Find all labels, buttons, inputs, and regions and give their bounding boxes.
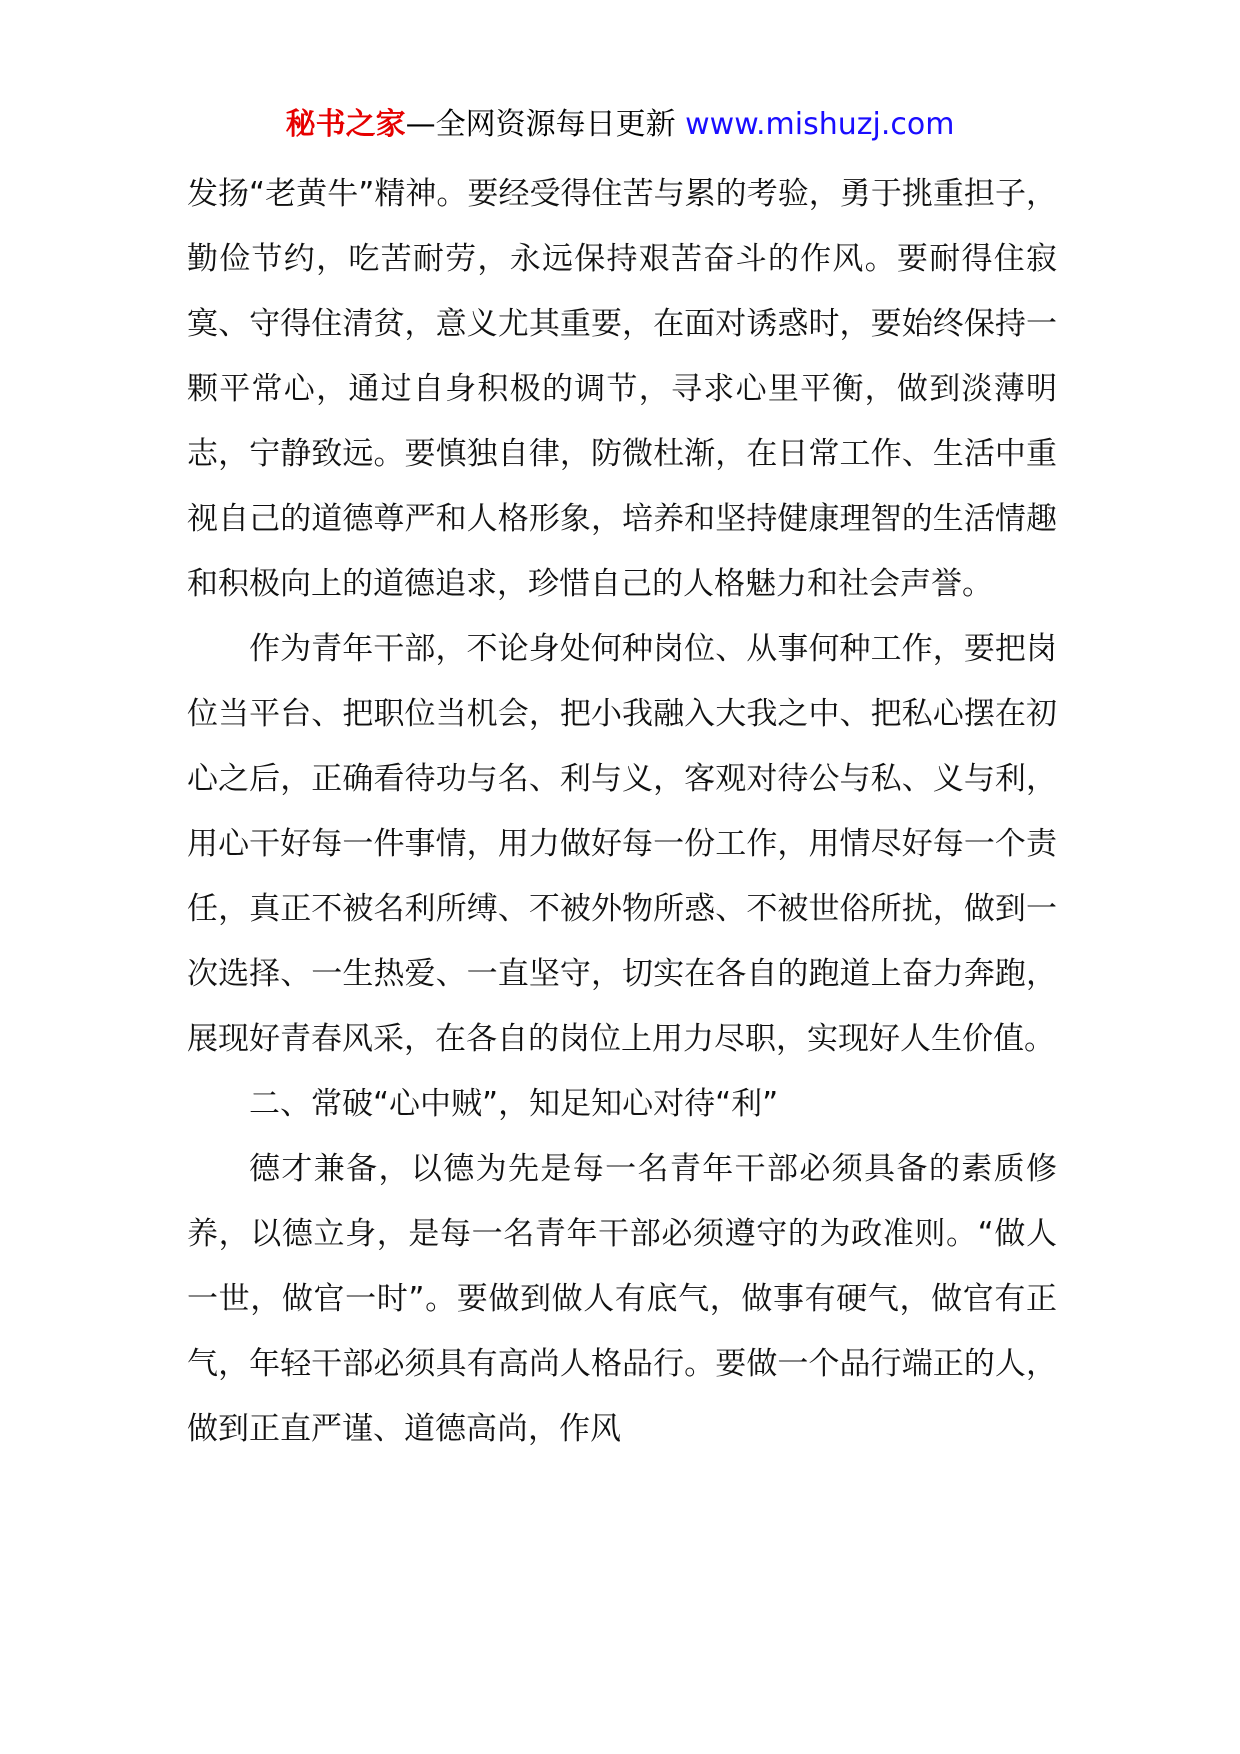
header-url-link[interactable]: www.mishuzj.com [685, 107, 955, 142]
document-body [187, 162, 1057, 1462]
paragraph: 德才兼备，以德为先是每一名青年干部必须具备的素质修养，以德立身，是每一名青年干部必须遵守的为政准则。“做人一世，做官一时”。要做到做人有底气，做事有硬气，做官有正气，年轻干部必须具有高尚人格品行。要做一个品行端正的人，做到正直严谨、道德高尚，作风 [187, 1151, 1057, 1447]
paragraph: 作为青年干部，不论身处何种岗位、从事何种工作，要把岗位当平台、把职位当机会，把小我融入大我之中、把私心摆在初心之后，正确看待功与名、利与义，客观对待公与私、义与利，用心干好每一件事情，用力做好每一份工作，用情尽好每一个责任，真正不被名利所缚、不被外物所惑、不被世俗所扰，做到一次选择、一生热爱、一直坚守，切实在各自的跑道上奋力奔跑，展现好青春风采，在各自的岗位上用力尽职，实现好人生价值。 [187, 631, 1057, 1057]
paragraph-continued: 发扬“老黄牛”精神。要经受得住苦与累的考验，勇于挑重担子，勤俭节约，吃苦耐劳，永远保持艰苦奋斗的作风。要耐得住寂寞、守得住清贫，意义尤其重要，在面对诱惑时，要始终保持一颗平常心，通过自身积极的调节，寻求心里平衡，做到淡薄明志，宁静致远。要慎独自律，防微杜渐，在日常工作、生活中重视自己的道德尊严和人格形象，培养和坚持健康理智的生活情趣和积极向上的道德追求，珍惜自己的人格魅力和社会声誉。 [187, 176, 1057, 602]
header-brand: 秘书之家 [285, 107, 406, 142]
page-header [0, 103, 1240, 147]
header-tagline: —全网资源每日更新 [405, 107, 676, 142]
section-heading: 二、常破“心中贼”，知足知心对待“利” [249, 1086, 779, 1122]
